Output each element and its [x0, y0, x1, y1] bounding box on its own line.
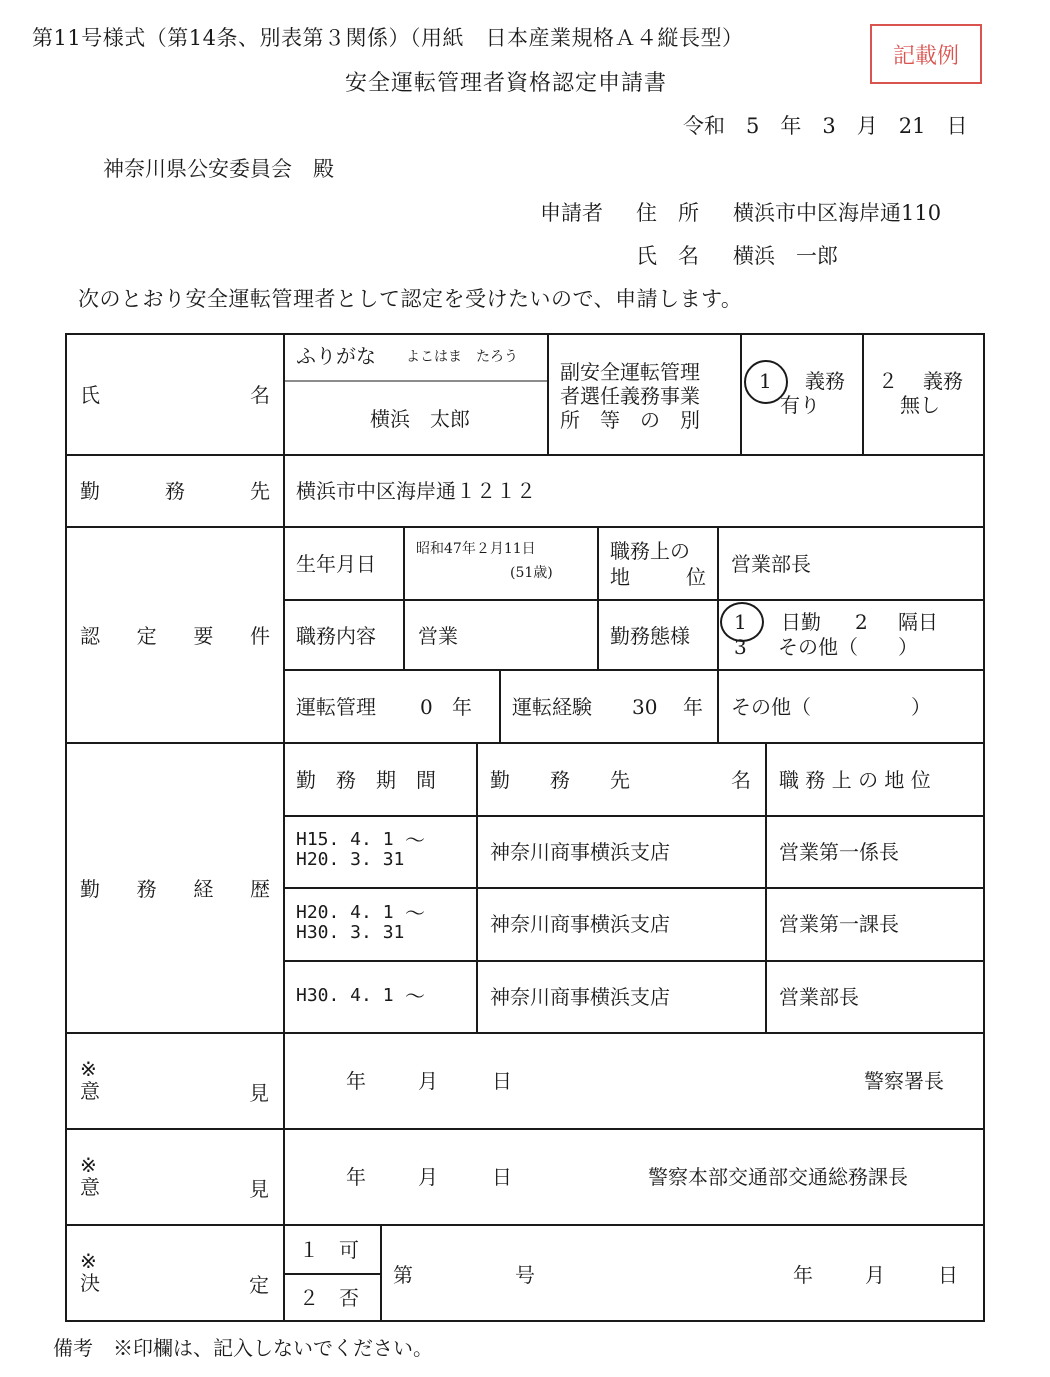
- sample-stamp: 記載例: [870, 24, 982, 84]
- furigana-value: よこはま たろう: [406, 349, 518, 365]
- opinion-1-label: 意: [80, 1079, 100, 1103]
- history-col-company: 勤 務 先: [490, 768, 630, 792]
- history-row-1-period: H15. 4. 1 H20. 3. 31: [296, 829, 405, 870]
- history-row-3-tilde: ～: [405, 984, 425, 1008]
- deputy-option-2-text-2: 無し: [900, 393, 940, 417]
- history-row-1-position: 営業第一係長: [779, 840, 899, 864]
- opinion-1-day: 日: [492, 1069, 512, 1093]
- decision-number-suffix: 号: [515, 1263, 535, 1287]
- opinion-2-mark: ※: [80, 1153, 97, 1177]
- opinion-2-year: 年: [346, 1165, 366, 1189]
- work-style-label: 勤務態様: [610, 624, 690, 648]
- history-row-3-period: H30. 4. 1: [296, 985, 394, 1006]
- mgmt-year-unit: 年: [452, 695, 472, 719]
- deputy-manager-label: 副安全運転管理 者選任義務事業 所 等 の 別: [560, 360, 700, 432]
- duty-value: 営業: [418, 624, 458, 648]
- footer-remark: 備考 ※印欄は、記入しないでください。: [53, 1336, 433, 1360]
- opinion-1-mark: ※: [80, 1057, 97, 1081]
- opinion-1-label-2: 見: [249, 1081, 269, 1105]
- decision-day: 日: [938, 1263, 958, 1287]
- position-label-2: 地 位: [610, 565, 706, 589]
- history-row-1-tilde: ～: [405, 828, 425, 852]
- driving-experience-label: 運転経験: [512, 695, 592, 719]
- decision-option-reject: ２ 否: [299, 1286, 359, 1310]
- opinion-1-authority: 警察署長: [864, 1069, 944, 1093]
- applicant-label: 申請者: [540, 201, 603, 225]
- decision-number-prefix: 第: [393, 1263, 413, 1287]
- driving-year-unit: 年: [683, 695, 703, 719]
- birth-date-value: 昭和47年２月11日: [416, 541, 536, 557]
- opinion-2-month: 月: [418, 1165, 438, 1189]
- opinion-2-day: 日: [492, 1165, 512, 1189]
- deputy-option-1-number: 1: [759, 369, 772, 393]
- driving-experience-years: 30: [632, 695, 658, 719]
- mgmt-experience-years: 0: [420, 695, 433, 719]
- address-value: 横浜市中区海岸通110: [733, 201, 942, 225]
- decision-mark: ※: [80, 1249, 97, 1273]
- opinion-2-label: 意: [80, 1175, 100, 1199]
- position-value: 営業部長: [731, 552, 811, 576]
- workplace-label: 勤 務 先: [80, 479, 270, 503]
- other-label: その他（ ）: [731, 695, 931, 719]
- history-col-period: 勤 務 期 間: [296, 768, 436, 792]
- history-col-company-2: 名: [731, 768, 751, 792]
- birth-date-label: 生年月日: [296, 552, 376, 576]
- history-row-3-company: 神奈川商事横浜支店: [490, 985, 670, 1009]
- deputy-option-2-number: ２: [878, 369, 898, 393]
- form-number: 第11号様式（第14条、別表第３関係）（用紙 日本産業規格Ａ４縦長型）: [32, 26, 744, 50]
- address-label: 住 所: [636, 201, 699, 225]
- history-row-2-position: 営業第一課長: [779, 912, 899, 936]
- work-style-option-1-number: 1: [734, 610, 747, 634]
- work-style-option-3: その他（ ）: [778, 635, 918, 659]
- deputy-option-2-text: 義務: [923, 369, 963, 393]
- decision-option-approve: １ 可: [299, 1238, 359, 1262]
- deputy-option-1-text: 義務: [805, 369, 845, 393]
- history-row-2-company: 神奈川商事横浜支店: [490, 912, 670, 936]
- history-col-position: 職 務 上 の 地 位: [779, 768, 931, 792]
- deputy-option-1-text-2: 有り: [780, 393, 820, 417]
- opinion-2-label-2: 見: [249, 1177, 269, 1201]
- history-row-1-company: 神奈川商事横浜支店: [490, 840, 670, 864]
- position-label: 職務上の: [610, 539, 690, 563]
- addressee: 神奈川県公安委員会 殿: [103, 157, 334, 181]
- history-row-2-period: H20. 4. 1 H30. 3. 31: [296, 902, 405, 943]
- history-row-2-tilde: ～: [405, 901, 425, 925]
- opinion-2-authority: 警察本部交通部交通総務課長: [648, 1165, 908, 1189]
- duty-label: 職務内容: [296, 624, 376, 648]
- name-row-label: 氏 名: [80, 383, 270, 407]
- decision-year: 年: [793, 1263, 813, 1287]
- opinion-1-year: 年: [346, 1069, 366, 1093]
- furigana-label: ふりがな: [296, 344, 376, 368]
- name-value: 横浜 一郎: [733, 244, 838, 268]
- workplace-value: 横浜市中区海岸通１２１２: [296, 479, 536, 503]
- requirements-label: 認 定 要 件: [80, 624, 270, 648]
- history-row-3-position: 営業部長: [779, 985, 859, 1009]
- work-history-label: 勤 務 経 歴: [80, 877, 270, 901]
- work-style-option-3-number: 3: [734, 635, 747, 659]
- decision-label-2: 定: [249, 1273, 269, 1297]
- decision-month: 月: [865, 1263, 885, 1287]
- application-date: 令和 5 年 3 月 21 日: [683, 114, 968, 138]
- full-name-value: 横浜 太郎: [370, 407, 470, 431]
- work-style-option-2: 隔日: [898, 610, 938, 634]
- intro-text: 次のとおり安全運転管理者として認定を受けたいので、申請します。: [78, 287, 743, 311]
- work-style-option-1: 日勤: [781, 610, 821, 634]
- document-title: 安全運転管理者資格認定申請書: [345, 71, 668, 96]
- work-style-option-2-number: 2: [855, 610, 868, 634]
- opinion-1-month: 月: [418, 1069, 438, 1093]
- mgmt-experience-label: 運転管理: [296, 695, 376, 719]
- decision-label: 決: [80, 1271, 100, 1295]
- name-label: 氏 名: [636, 244, 699, 268]
- age-value: (51歳): [510, 565, 553, 581]
